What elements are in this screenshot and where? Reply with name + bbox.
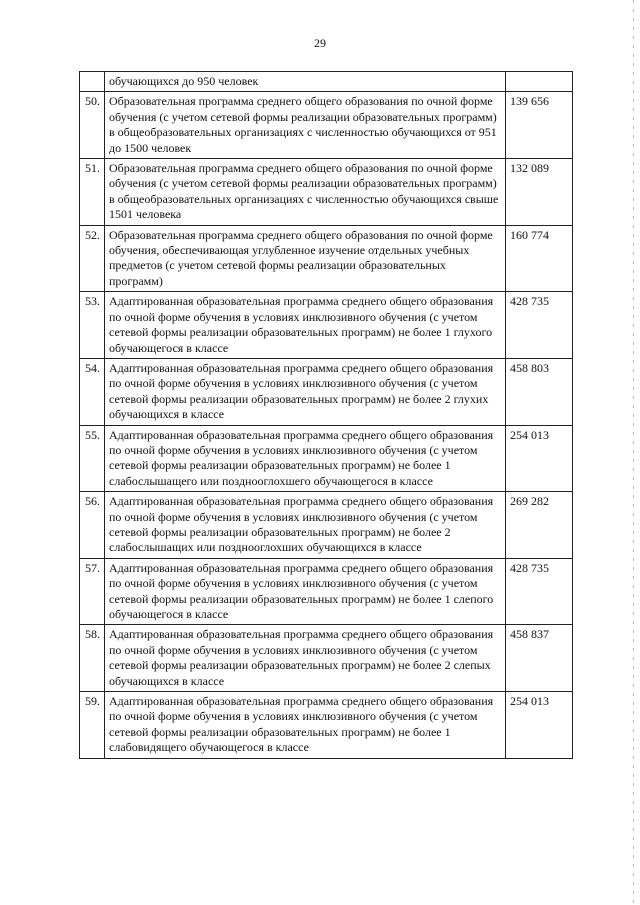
- row-value: 139 656: [506, 92, 573, 159]
- table-row: [80, 92, 573, 159]
- row-description: Образовательная программа среднего общего образования по очной форме обучения (с учетом сетевой формы реализации образовательных программ) в общеобразовательных организациях с численностью обучающихся свыше 1501 человека: [105, 159, 506, 226]
- table-row: [80, 292, 573, 359]
- row-description: Адаптированная образовательная программа среднего общего образования по очной форме обучения в условиях инклюзивного обучения (с учетом сетевой формы реализации образовательных программ) не более 1 слабовидящего обучающегося в классе: [105, 692, 506, 759]
- row-number: 53.: [80, 292, 105, 359]
- row-number: 57.: [80, 558, 105, 625]
- row-description: Адаптированная образовательная программа среднего общего образования по очной форме обучения в условиях инклюзивного обучения (с учетом сетевой формы реализации образовательных программ) не более 1 слепого обучающегося в классе: [105, 558, 506, 625]
- row-description: Образовательная программа среднего общего образования по очной форме обучения (с учетом сетевой формы реализации образовательных программ) в общеобразовательных организациях с численностью обучающихся от 951 до 1500 человек: [105, 92, 506, 159]
- table-row: [80, 692, 573, 759]
- table-row: [80, 358, 573, 425]
- row-number: [80, 72, 105, 92]
- table-row: [80, 159, 573, 226]
- row-description: Адаптированная образовательная программа среднего общего образования по очной форме обучения в условиях инклюзивного обучения (с учетом сетевой формы реализации образовательных программ) не более 2 слепых обучающихся в классе: [105, 625, 506, 692]
- row-number: 51.: [80, 159, 105, 226]
- row-value: 269 282: [506, 492, 573, 559]
- row-value: [506, 72, 573, 92]
- row-number: 56.: [80, 492, 105, 559]
- row-value: 160 774: [506, 225, 573, 292]
- row-number: 59.: [80, 692, 105, 759]
- row-number: 50.: [80, 92, 105, 159]
- row-description: Адаптированная образовательная программа среднего общего образования по очной форме обучения в условиях инклюзивного обучения (с учетом сетевой формы реализации образовательных программ) не более 2 слабослышащих или позднооглохших обучающихся в классе: [105, 492, 506, 559]
- page-number: 29: [314, 36, 326, 50]
- row-description: обучающихся до 950 человек: [105, 72, 506, 92]
- table-row: [80, 72, 573, 92]
- table-row: [80, 225, 573, 292]
- row-value: 428 735: [506, 558, 573, 625]
- scan-edge-divider: [633, 0, 634, 905]
- row-value: 132 089: [506, 159, 573, 226]
- row-value: 428 735: [506, 292, 573, 359]
- row-description: Адаптированная образовательная программа среднего общего образования по очной форме обучения в условиях инклюзивного обучения (с учетом сетевой формы реализации образовательных программ) не более 1 глухого обучающегося в классе: [105, 292, 506, 359]
- row-value: 254 013: [506, 425, 573, 492]
- row-description: Образовательная программа среднего общего образования по очной форме обучения, обеспечивающая углубленное изучение отдельных учебных предметов (с учетом сетевой формы реализации образовательных программ): [105, 225, 506, 292]
- row-description: Адаптированная образовательная программа среднего общего образования по очной форме обучения в условиях инклюзивного обучения (с учетом сетевой формы реализации образовательных программ) не более 1 слабослышащего или позднооглохшего обучающегося в классе: [105, 425, 506, 492]
- row-value: 254 013: [506, 692, 573, 759]
- cost-table: [79, 71, 573, 759]
- row-number: 54.: [80, 358, 105, 425]
- row-number: 55.: [80, 425, 105, 492]
- row-number: 58.: [80, 625, 105, 692]
- row-number: 52.: [80, 225, 105, 292]
- table-row: [80, 425, 573, 492]
- row-description: Адаптированная образовательная программа среднего общего образования по очной форме обучения в условиях инклюзивного обучения (с учетом сетевой формы реализации образовательных программ) не более 2 глухих обучающихся в классе: [105, 358, 506, 425]
- table-row: [80, 492, 573, 559]
- row-value: 458 803: [506, 358, 573, 425]
- table-row: [80, 558, 573, 625]
- table-row: [80, 625, 573, 692]
- row-value: 458 837: [506, 625, 573, 692]
